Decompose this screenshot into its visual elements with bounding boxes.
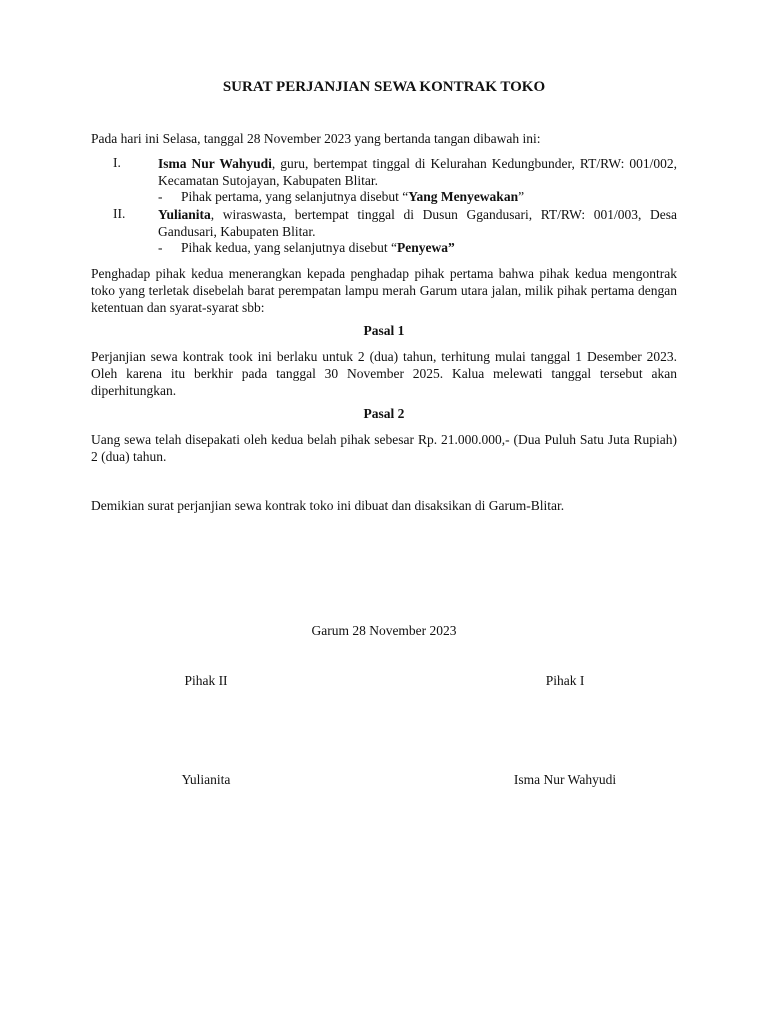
party-1-name: Isma Nur Wahyudi	[158, 156, 272, 171]
article-2-text: Uang sewa telah disepakati oleh kedua belah pihak sebesar Rp. 21.000.000,- (Dua Puluh Satu Juta Rupiah) 2 (dua) tahun.	[91, 432, 677, 464]
party-2-description	[158, 206, 677, 240]
party-2-dash: -	[158, 240, 163, 255]
party-1-role-prefix: Pihak pertama, yang selanjutnya disebut “	[181, 189, 409, 204]
party-2-name: Yulianita	[158, 207, 211, 222]
intro-paragraph: Pada hari ini Selasa, tanggal 28 November 2023 yang bertanda tangan dibawah ini:	[91, 131, 541, 146]
place-date: Garum 28 November 2023	[311, 623, 457, 638]
party-1-role-name: Yang Menyewakan	[408, 189, 519, 204]
party-2-details: , wiraswasta, bertempat tinggal di Dusun Ggandusari, RT/RW: 001/003, Desa Gandusari, Kabupaten Blitar.	[158, 207, 677, 239]
signature-right-label: Pihak I	[545, 673, 585, 688]
party-2-role-prefix: Pihak kedua, yang selanjutnya disebut “	[181, 240, 397, 255]
statement-paragraph: Penghadap pihak kedua menerangkan kepada penghadap pihak pertama bahwa pihak kedua mengontrak toko yang terletak disebelah barat perempatan lampu merah Garum utara jalan, milik pihak pertama dengan ketentuan dan syarat-syarat sbb:	[91, 266, 677, 315]
signature-left-label: Pihak II	[184, 673, 228, 688]
party-1-number: I.	[113, 155, 121, 170]
party-1-description	[158, 155, 677, 189]
party-1-role-suffix: ”	[518, 189, 525, 204]
closing-paragraph: Demikian surat perjanjian sewa kontrak toko ini dibuat dan disaksikan di Garum-Blitar.	[91, 498, 565, 513]
article-2-heading: Pasal 2	[363, 406, 405, 421]
party-1-role	[181, 189, 524, 205]
signature-right-name: Isma Nur Wahyudi	[513, 772, 617, 787]
party-1-details: , guru, bertempat tinggal di Kelurahan Kedungbunder, RT/RW: 001/002, Kecamatan Sutojayan, Kabupaten Blitar.	[158, 156, 677, 188]
party-2-number: II.	[113, 206, 126, 221]
article-1-heading: Pasal 1	[363, 323, 405, 338]
article-1-text: Perjanjian sewa kontrak took ini berlaku untuk 2 (dua) tahun, terhitung mulai tanggal 1 Desember 2023. Oleh karena itu berkhir pada tanggal 30 November 2025. Kalua melewati tanggal tersebut akan diperhitungkan.	[91, 349, 677, 398]
party-2-role	[181, 240, 455, 256]
signature-left-name: Yulianita	[181, 772, 231, 787]
document-title: SURAT PERJANJIAN SEWA KONTRAK TOKO	[222, 79, 546, 95]
party-1-dash: -	[158, 189, 163, 204]
party-2-role-name: Penyewa”	[396, 240, 455, 255]
